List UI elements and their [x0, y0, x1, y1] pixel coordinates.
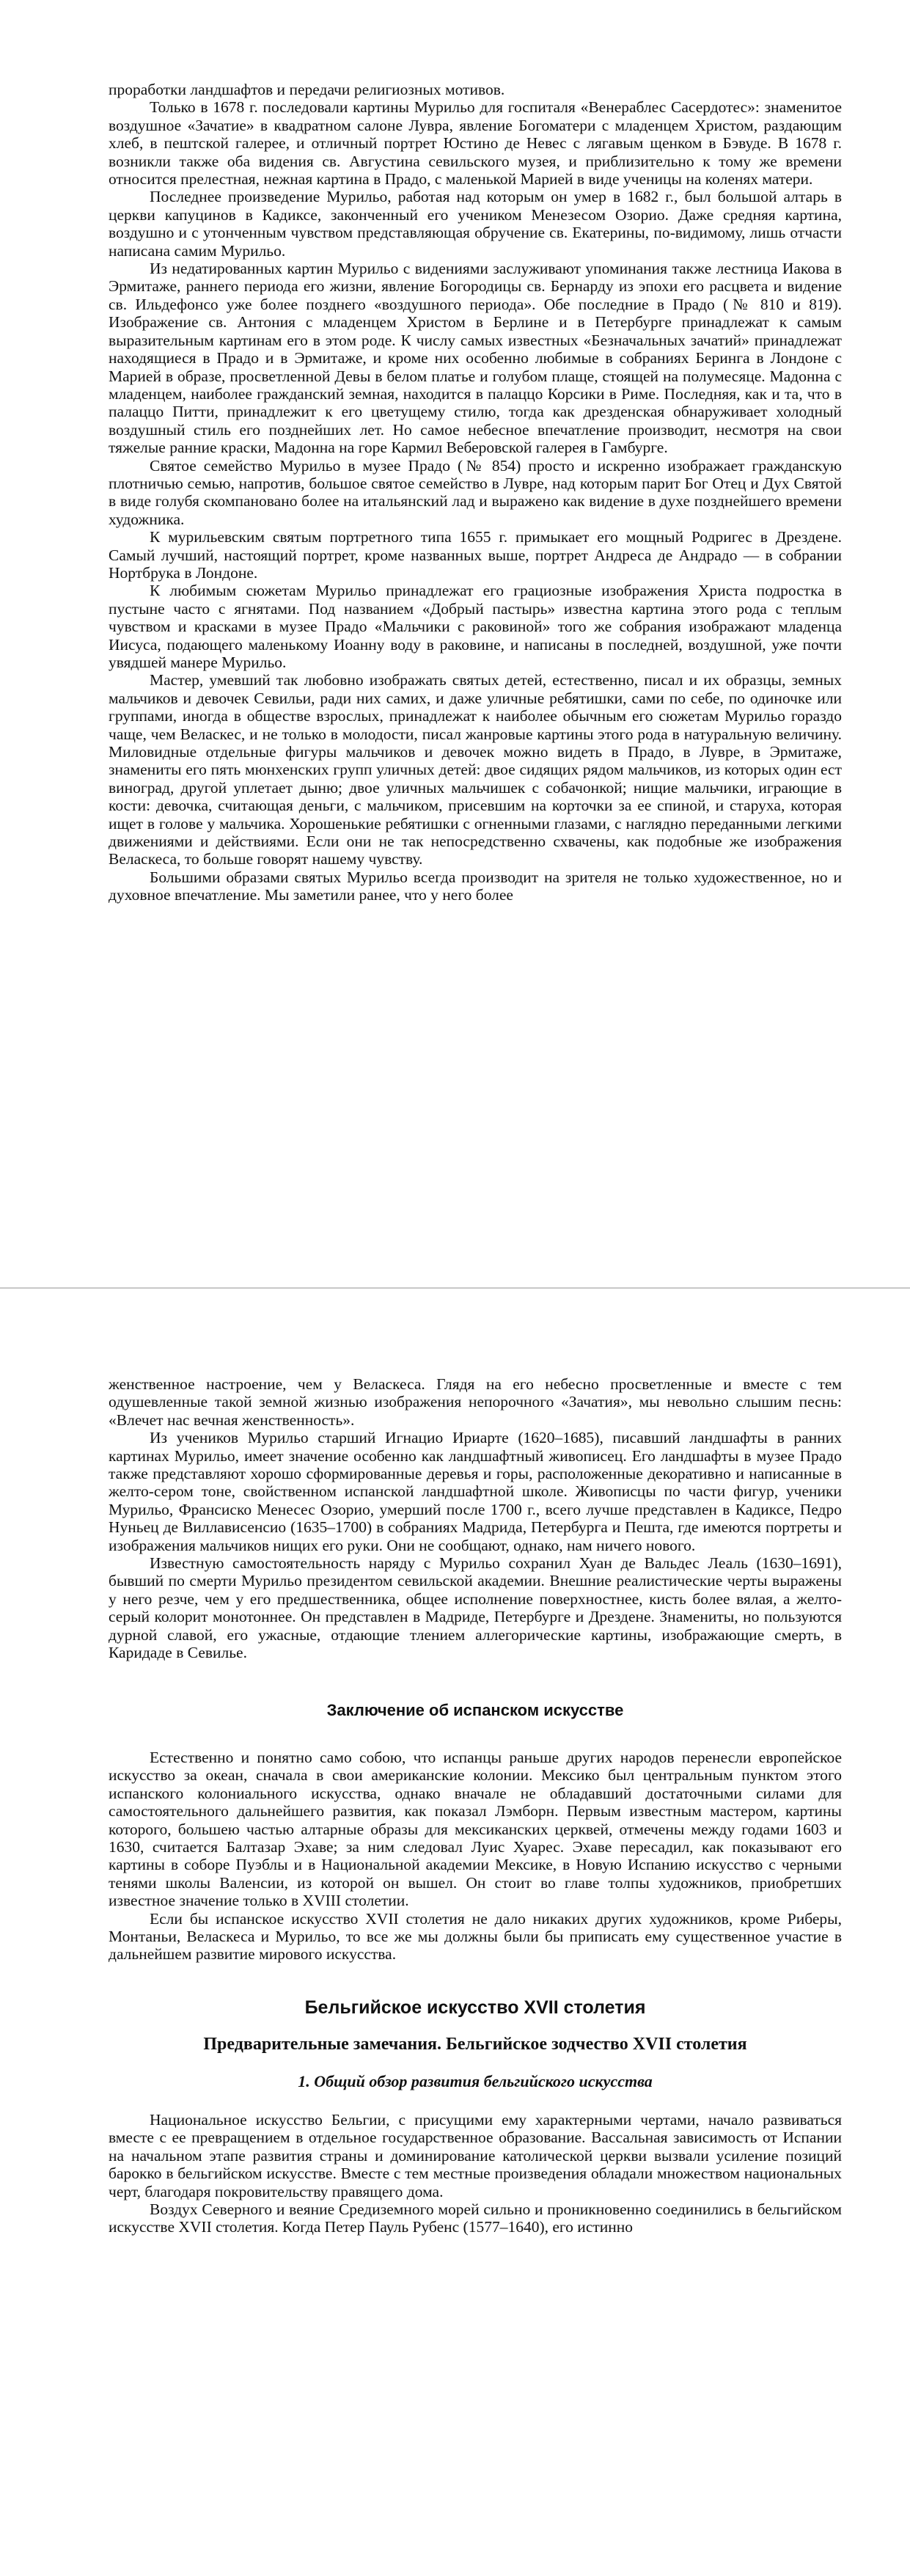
paragraph: Естественно и понятно само собою, что испанцы раньше других народов перенесли европейское искусство за океан, сначала в свои американские колонии. Мексико был центральным пунктом этого испанского колониального искусства, однако вначале не обладавший достаточными силами для самостоятельного дальнейшего развития, как показал Лэмборн. Первым известным мастером, картины которого, большею частью алтарные образы для мексиканских церквей, отмечены между годами 1603 и 1630, считается Балтазар Эхаве; за ним следовал Луис Хуарес. Эхаве пересадил, как показывают его картины в соборе Пуэблы и в Национальной академии Мексике, в Новую Испанию искусство с черными тенями школы Валенсии, из которой он вышел. Он стоит во главе толпы художников, приобретших известное значение только в XVIII столетии. [109, 1748, 842, 1910]
paragraph: Национальное искусство Бельгии, с присущими ему характерными чертами, начало развиваться вместе с ее превращением в отдельное государственное образование. Вассальная зависимость от Испании на начальном этапе развития страны и доминирование католической церкви вызвали усиление позиций барокко в бельгийском искусстве. Вместе с тем местные произведения обладали множеством национальных черт, благодаря покровительству правящего дома. [109, 2111, 842, 2200]
paragraph: К любимым сюжетам Мурильо принадлежат его грациозные изображения Христа подростка в пустыне часто с ягнятами. Под названием «Добрый пастырь» известна картина этого рода с теплым чувством и красками в музее Прадо «Мальчики с раковиной» того же собрания изображают младенца Иисуса, подающего маленькому Иоанну воду в раковине, и написаны в последней, воздушной, уже почти увядшей манере Мурильо. [109, 582, 842, 671]
paragraph: Если бы испанское искусство XVII столетия не дало никаких других художников, кроме Риберы, Монтаньи, Веласкеса и Мурильо, то все же мы должны были бы приписать ему существенное участие в дальнейшем развитие мирового искусства. [109, 1909, 842, 1964]
paragraph: Из недатированных картин Мурильо с видениями заслуживают упоминания также лестница Иакова в Эрмитаже, раннего периода его жизни, явление Богородицы св. Бернарду из эпохи его расцвета и видение св. Ильдефонсо уже более позднего «воздушного периода». Обе последние в Прадо (№ 810 и 819). Изображение св. Антония с младенцем Христом в Берлине и в Петербурге принадлежат к самым выразительным картинам его в этом роде. К числу самых известных «Безначальных зачатий» принадлежат находящиеся в Прадо и в Эрмитаже, и кроме них особенно любимые в собраниях Беринга в Лондоне с Марией в образе, просветленной Девы в белом платье и голубом плаще, стоящей на полумесяце. Мадонна с младенцем, наиболее гражданский земная, находится в палаццо Корсики в Риме. Последняя, как и та, что в палаццо Питти, принадлежит к его цветущему стилю, тогда как дрезденская обнаруживает холодный воздушный стиль его позднейших лет. Но самое небесное впечатление производит, несмотря на свои тяжелые ранние краски, Мадонна на горе Кармил Веберовской галерея в Гамбурге. [109, 260, 842, 457]
subheading-general-overview: 1. Общий обзор развития бельгийского искусства [298, 2071, 653, 2090]
document-page-2 [0, 1289, 910, 2576]
subheading-preliminary-remarks: Предварительные замечания. Бельгийское зодчество XVII столетия [203, 2035, 747, 2054]
paragraph: Известную самостоятельность наряду с Мурильо сохранил Хуан де Вальдес Леаль (1630–1691), бывший по смерти Мурильо президентом севильской академии. Внешние реалистические черты выражены у него резче, чем у его предшественника, общее исполнение поверхностнее, кисть более вялая, а желто-серый колорит монотоннее. Он представлен в Мадриде, Петербурге и Дрездене. Знамениты, но пользуются дурной славой, его ужасные, отдающие тлением аллегорические картины, изображающие смерть, в Каридаде в Севилье. [109, 1554, 842, 1662]
paragraph: Воздух Северного и веяние Средиземного морей сильно и проникновенно соединились в бельгийском искусстве XVII столетия. Когда Петер Пауль Рубенс (1577–1640), его истинно [109, 2200, 842, 2236]
paragraph: Из учеников Мурильо старший Игнацио Ириарте (1620–1685), писавший ландшафты в ранних картинах Мурильо, имеет значение особенно как ландшафтный живописец. Его ландшафты в музее Прадо также представляют хорошо сформированные деревья и горы, расположенные декоративно и написанные в желто-сером тоне, свойственном испанской ландшафтной школе. Живописцы по части фигур, ученики Мурильо, Франсиско Менесес Озорио, умерший после 1700 г., всего лучше представлен в Кадиксе, Педро Нуньец де Виллависенсио (1635–1700) в собраниях Мадрида, Петербурга и Пешта, где имеются портреты и изображения мальчиков нищих его руки. Они не сообщают, однако, нам ничего нового. [109, 1429, 842, 1554]
paragraph: Последнее произведение Мурильо, работая над которым он умер в 1682 г., был большой алтарь в церкви капуцинов в Кадиксе, законченный его учеником Менезесом Озорио. Даже средняя картина, воздушно и с утонченным чувством представляющая обручение св. Екатерины, по-видимому, лишь отчасти написана самим Мурильо. [109, 188, 842, 260]
page-2-text-column [109, 1375, 842, 2236]
page-1-text-column [109, 81, 842, 904]
document-page-1 [0, 0, 910, 1287]
paragraph: женственное настроение, чем у Веласкеса. Глядя на его небесно просветленные и вместе с тем одушевленные такой земной жизнью изображения непорочного «Зачатия», мы невольно слышим песнь: «Влечет нас вечная женственность». [109, 1375, 842, 1429]
chapter-heading-belgian-art: Бельгийское искусство XVII столетия [304, 1997, 646, 2018]
paragraph: К мурильевским святым портретного типа 1655 г. примыкает его мощный Родригес в Дрездене. Самый лучший, настоящий портрет, кроме названных выше, портрет Андреса де Андрадо — в собрании Нортбрука в Лондоне. [109, 528, 842, 582]
paragraph: Только в 1678 г. последовали картины Мурильо для госпиталя «Венераблес Сасердотес»: знаменитое воздушное «Зачатие» в квадратном салоне Лувра, явление Богоматери с младенцем Христом, раздающим хлеб, в пештской галерее, и отличный портрет Юстино де Невес с лягавым щенком в Бэвуде. В 1678 г. возникли также оба видения св. Августина севильского музея, и приблизительно к тому же времени относится прелестная, нежная картина в Прадо, с маленькой Марией в виде ученицы на коленях матери. [109, 98, 842, 189]
paragraph: Мастер, умевший так любовно изображать святых детей, естественно, писал и их образцы, земных мальчиков и девочек Севильи, ради них самих, и даже уличные ребятишки, сами по себе, по одиночке или группами, иногда в обществе взрослых, принадлежат к наиболее обычным его сюжетам Мурильо гораздо чаще, чем Веласкес, и не только в молодости, писал жанровые картины этого рода в натуральную величину. Миловидные отдельные фигуры мальчиков и девочек можно видеть в Прадо, в Лувре, в Эрмитаже, знамениты его пять мюнхенских групп уличных детей: двое сидящих рядом мальчиков, из которых один ест виноград, другой уплетает дыню; двое уличных мальчишек с собачонкой; нищие мальчики, играющие в кости: девочка, считающая деньги, с мальчиком, присевшим на корточки за ее спиной, и старуха, которая ищет в голове у мальчика. Хорошенькие ребятишки с огненными глазами, с наглядно переданными легкими движениями и действиями. Если они не так непосредственно схвачены, как подобные же изображения Веласкеса, то больше говорят нашему чувству. [109, 671, 842, 868]
section-heading-conclusion: Заключение об испанском искусстве [326, 1700, 624, 1719]
paragraph: проработки ландшафтов и передачи религиозных мотивов. [109, 81, 505, 98]
paragraph: Большими образами святых Мурильо всегда производит на зрителя не только художественное, но и духовное впечатление. Мы заметили ранее, что у него более [109, 868, 842, 904]
paragraph: Святое семейство Мурильо в музее Прадо (№ 854) просто и искренно изображает гражданскую плотничью семью, напротив, большое святое семейство в Лувре, над которым парит Бог Отец и Дух Святой в виде голубя скомпановано более на итальянский лад и выражено как видение в духе позднейшего времени художника. [109, 456, 842, 528]
